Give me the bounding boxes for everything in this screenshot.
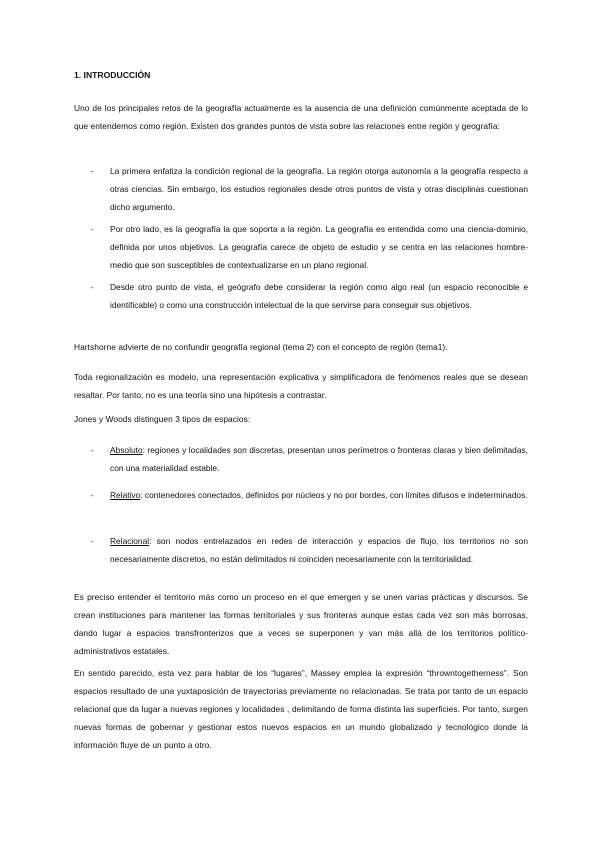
list-dash: -	[91, 282, 94, 292]
space-item-absoluto	[110, 441, 528, 477]
list-dash: -	[91, 445, 94, 455]
massey-paragraph: En sentido parecido, esta vez para hablar de los “lugares”, Massey emplea la expresión “throwntogetherness”. Son espacios resultado de una yuxtaposición de trayectorias previamente no relacionadas. Se trata por tanto de un espacio relacional que da lugar a nuevas regiones y localidades , delimitando de forma distinta las superficies. Por tanto, surgen nuevas formas de gobernar y gestionar estos nuevos espacios en un mundo globalizado y tecnológico donde la información fluye de un punto a otro.	[74, 668, 528, 750]
view-item-3: Desde otro punto de vista, el geógrafo debe considerar la región como algo real (un espacio reconocible e identificable) o como una construcción intelectual de la que servirse para conseguir sus objetivos.	[110, 282, 528, 310]
territorio-paragraph: Es preciso entender el territorio más como un proceso en el que emergen y se unen varias prácticas y discursos. Se crean instituciones para mantener las formas territoriales y sus fronteras aunque estas cada vez son más borrosas, dando lugar a espacios transfronterizos que a veces se superponen y van más allá de los territorios político-administrativos estatales.	[74, 592, 528, 656]
space-item-relacional	[110, 532, 528, 568]
space-term: Relativo	[110, 490, 141, 500]
intro-paragraph: Uno de los principales retos de la geografía actualmente es la ausencia de una definición comúnmente aceptada de lo que entendemos como región. Existen dos grandes puntos de vista sobre las relaciones entre región y geografía:	[74, 103, 528, 131]
list-dash: -	[91, 490, 94, 500]
view-item-2: Por otro lado, es la geografía la que soporta a la región. La geografía es entendida como una ciencia-dominio, definida por unos objetivos. La geografía carece de objeto de estudio y se centra en las relaciones hombre-medio que son susceptibles de contextualizarse en un plano regional.	[110, 224, 528, 270]
space-separator: :	[140, 490, 143, 500]
space-separator: :	[142, 445, 145, 455]
list-dash: -	[91, 166, 94, 176]
section-heading: 1. INTRODUCCIÓN	[74, 70, 151, 80]
space-separator: :	[149, 536, 152, 546]
regionalizacion-paragraph: Toda regionalización es modelo, una representación explicativa y simplificadora de fenómenos reales que se desean resaltar. Por tanto, no es una teoría sino una hipótesis a contrastar.	[74, 372, 528, 400]
list-dash: -	[91, 224, 94, 234]
space-description: contenedores conectados, definidos por núcleos y no por bordes, con límites difusos e indeterminados.	[142, 490, 528, 500]
space-item-relativo	[110, 486, 528, 504]
view-item-1: La primera enfatiza la condición regional de la geografía. La región otorga autonomía a la geografía respecto a otras ciencias. Sin embargo, los estudios regionales desde otros puntos de vista y otras disciplinas cuestionan dicho argumento.	[110, 166, 528, 212]
list-dash: -	[91, 536, 94, 546]
hartshorne-paragraph: Hartshorne advierte de no confundir geografía regional (tema 2) con el concepto de región (tema1).	[74, 342, 448, 352]
space-term: Relacional	[110, 536, 150, 546]
space-description: son nodos entrelazados en redes de interacción y espacios de flujo, los territorios no son necesariamente discretos, no están delimitados ni coinciden necesariamente con la territorialidad.	[110, 536, 528, 564]
space-description: regiones y localidades son discretas, presentan unos perímetros o fronteras claras y bien delimitadas, con una materialidad estable.	[110, 445, 528, 473]
jones-woods-paragraph: Jones y Woods distinguen 3 tipos de espacios:	[74, 414, 251, 424]
space-term: Absoluto	[110, 445, 143, 455]
